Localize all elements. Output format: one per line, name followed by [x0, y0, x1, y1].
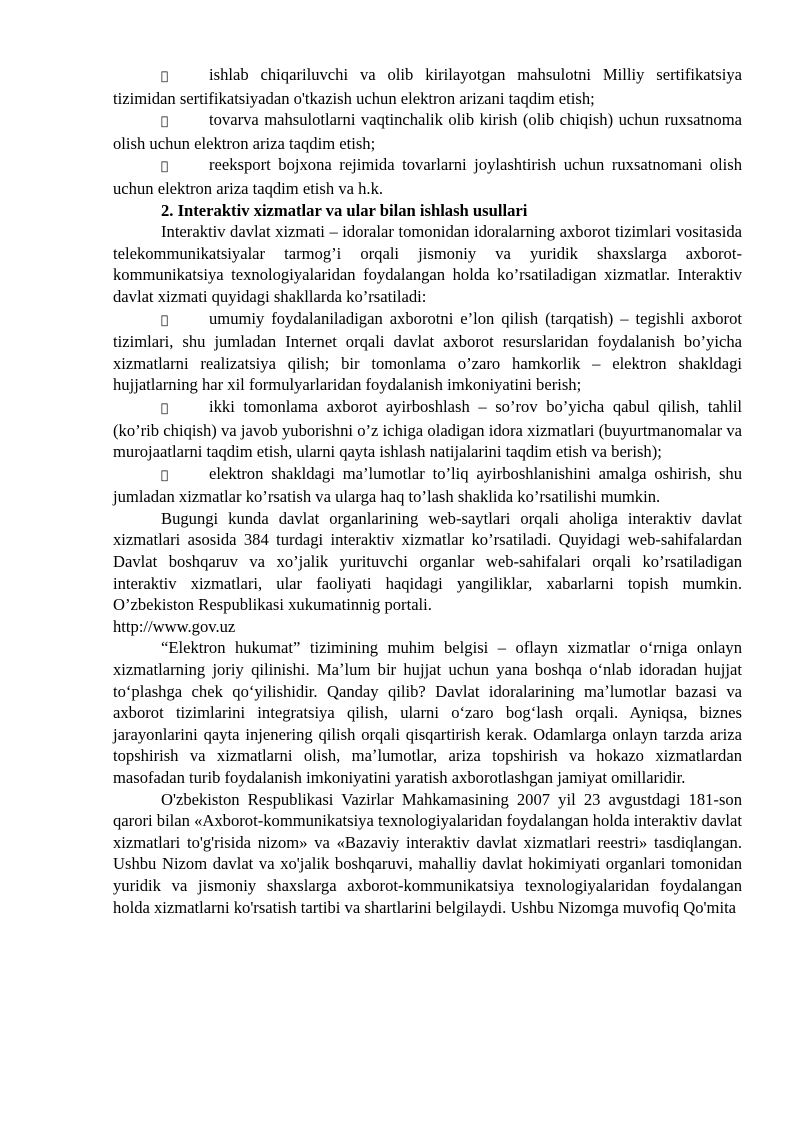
paragraph: “Elektron hukumat” tizimining muhim belgisi – oflayn xizmatlar oʻrniga onlayn xizmatlarning joriy qilinishi. Maʼlum bir hujjat uchun yana boshqa oʻnlab idoradan hujjat toʻplashga chek qoʻyilishidir. Qanday qilib? Davlat idoralarining maʼlumotlar bazasi va axborot tizimlarini integratsiya qilish, ularni oʻzaro bogʻlash orqali. Ayniqsa, biznes jarayonlarini qayta injenering qilish orqali qisqartirish kerak. Odamlarga onlayn tarzda ariza topshirish va xizmatlarni olish, maʼlumotlar, ariza topshirish va hokazo xizmatlardan masofadan turib foydalanish imkoniyatini yaratish axborotlashgan jamiyat omillaridir. [113, 626, 742, 775]
bullet-item [113, 388, 742, 463]
bullet-icon [161, 111, 209, 133]
paragraph: O'zbekiston Respublikasi Vazirlar Mahkamasining 2007 yil 23 avgustdagi 181-son qarori bilan «Axborot-kommunikatsiya texnologiyalaridan foydalangan holda interaktiv davlat xizmatlari to'g'risida nizom» va «Bazaviy interaktiv davlat xizmatlari reestri» tasdiqlangan. Ushbu Nizom davlat va xo'jalik boshqaruvi, mahalliy davlat hokimiyati organlari tomonidan yuridik va jismoniy shaxslarga axborot-kommunikatsiya texnologiyalaridan foydalangan holda xizmatlarni ko'rsatish tartibi va shartlarini belgilaydi. Ushbu Nizomga muvofiq Qo'mita [113, 777, 743, 905]
portal-url-link[interactable]: http://www.gov.uz [113, 604, 236, 624]
paragraph: Interaktiv davlat xizmati – idoralar tomonidan idoralarning axborot tizimlari vositasida telekommunikatsiyalar tarmog’i orqali jismoniy va yuridik shaxslarga axborot-kommunikatsiya texnologiyalaridan foydalangan holda ko’rsatiladigan xizmatlar. Interaktiv davlat xizmati quyidagi shakllarda ko’rsatiladi: [113, 216, 742, 300]
bullet-item [113, 64, 742, 109]
bullet-item [113, 151, 742, 199]
bullet-icon [161, 66, 209, 88]
bullet-text: elektron shakldagi ma’lumotlar to’liq ayirboshlanishini amalga oshirish, shu jumladan xizmatlar ko’rsatish va ularga haq to’lash shaklida ko’rsatilishi mumkin. [113, 453, 742, 495]
bullet-item [113, 109, 742, 154]
bullet-text: ikki tomonlama axborot ayirboshlash – so’rov bo’yicha qabul qilish, tahlil (ko’rib chiqish) va javob yuborishni o’z ichiga oladigan idora xizmatlari (buyurtmanomalar va murojaatlarni taqdim etish, ularni qayta ishlash natijalarini taqdim etish va berish); [113, 388, 742, 452]
paragraph: Bugungi kunda davlat organlarining web-saytlari orqali aholiga interaktiv davlat xizmatlari asosida 384 turdagi interaktiv xizmatlar ko’rsatiladi. Quyidagi web-sahifalardan Davlat boshqaruv va xo’jalik yurituvchi organlar web-sahifalari orqali ko’rsatiladigan interaktiv xizmatlari, ular faoliyati haqidagi yangiliklar, xabarlarni topish mumkin. O’zbekiston Respublikasi xukumatinnig portali. [113, 496, 742, 603]
bullet-item [113, 302, 742, 396]
bullet-icon [161, 310, 209, 332]
bullet-text: ishlab chiqariluvchi va olib kirilayotgan mahsulotni Milliy sertifikatsiya tizimidan sertifikatsiyadan o'tkazish uchun elektron arizani taqdim etish; [113, 65, 742, 106]
bullet-text: umumiy foydalaniladigan axborotni e’lon qilish (tarqatish) – tegishli axborot tizimlari, shu jumladan Internet orqali davlat axborot resurslaridan foydalanish bo’yicha xizmatlarni realizatsiya qilish; bir tomonlama o’zaro hamkorlik – elektron shakldagi hujjatlarning har xil formulyarlaridan foydalanish imkoniyatini berish; [113, 302, 742, 387]
document-page [113, 64, 742, 918]
bullet-icon [161, 465, 209, 487]
section-heading: 2. Interaktiv xizmatlar va ular bilan ishlash usullari [161, 194, 528, 214]
bullet-icon [161, 398, 209, 420]
bullet-item [113, 453, 742, 508]
bullet-text: reeksport bojxona rejimida tovarlarni joylashtirish uchun ruxsatnomani olish uchun elektron ariza taqdim etish va h.k. [113, 151, 742, 192]
bullet-icon [161, 156, 209, 178]
bullet-text: tovarva mahsulotlarni vaqtinchalik olib kirish (olib chiqish) uchun ruxsatnoma olish uchun elektron ariza taqdim etish; [113, 108, 742, 149]
